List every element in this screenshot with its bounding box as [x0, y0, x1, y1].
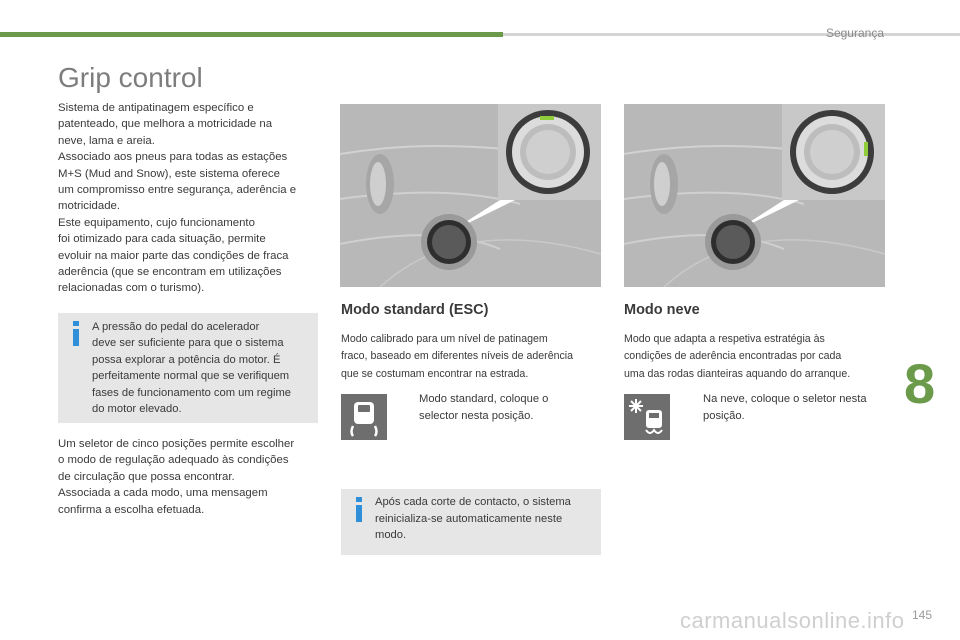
- snow-mode-instruction: Na neve, coloque o seletor nesta posição.: [703, 393, 867, 422]
- info-note-pedal: [58, 313, 318, 423]
- info-note-pedal-text: A pressão do pedal do acelerador deve ser suficiente para que o sistema possa explorar a potência do motor. É perfeitamente normal que se verifiquem fases de funcionamento com um regime do motor elevado.: [92, 321, 291, 416]
- standard-mode-instruction: Modo standard, coloque o selector nesta posição.: [419, 393, 549, 422]
- dashboard-photo-snow: [624, 104, 885, 287]
- info-icon: [73, 329, 79, 346]
- snow-mode-heading: Modo neve: [624, 302, 700, 318]
- info-icon: [356, 505, 362, 522]
- header-divider: [503, 33, 960, 36]
- header-accent-bar: [0, 32, 503, 37]
- section-name: Segurança: [825, 26, 884, 40]
- page-title: Grip control: [58, 62, 203, 93]
- dashboard-illustration: [340, 104, 601, 287]
- watermark: carmanualsonline.info: [680, 608, 905, 633]
- page-number: 145: [912, 608, 933, 622]
- standard-mode-description: Modo calibrado para um nível de patinagem fraco, baseado em diferentes níveis de aderência que se costumam encontrar na estrada.: [341, 333, 574, 380]
- dashboard-illustration: [624, 104, 885, 287]
- standard-mode-heading: Modo standard (ESC): [341, 302, 489, 318]
- selector-paragraph: Um seletor de cinco posições permite escolher o modo de regulação adequado às condições de circulação que possa encontrar. Associada a cada modo, uma mensagem confirma a escolha efetuada.: [58, 438, 295, 516]
- info-icon-dot: [356, 497, 362, 502]
- snow-mode-description: Modo que adapta a respetiva estratégia às condições de aderência encontradas por cada uma das rodas dianteiras aquando do arranque.: [624, 333, 851, 380]
- snow-wheel-icon: [624, 394, 670, 440]
- info-note-restart: [341, 489, 601, 555]
- skid-car-icon: [341, 394, 387, 440]
- intro-paragraph: Sistema de antipatinagem específico e patenteado, que melhora a motricidade na neve, lama e areia. Associado aos pneus para todas as estações M+S (Mud and Snow), este sistema oferece um compromisso entre segurança, aderência e motricidade. Este equipamento, cujo funcionamento foi otimizado para cada situação, permite evoluir na maior parte das condições de fraca aderência (que se encontram em utilizações relacionadas com o turismo).: [58, 102, 297, 295]
- info-note-restart-text: Após cada corte de contacto, o sistema reinicializa-se automaticamente neste modo.: [375, 496, 571, 542]
- chapter-number: 8: [904, 352, 936, 415]
- dashboard-photo-standard: [340, 104, 601, 287]
- info-icon-dot: [73, 321, 79, 326]
